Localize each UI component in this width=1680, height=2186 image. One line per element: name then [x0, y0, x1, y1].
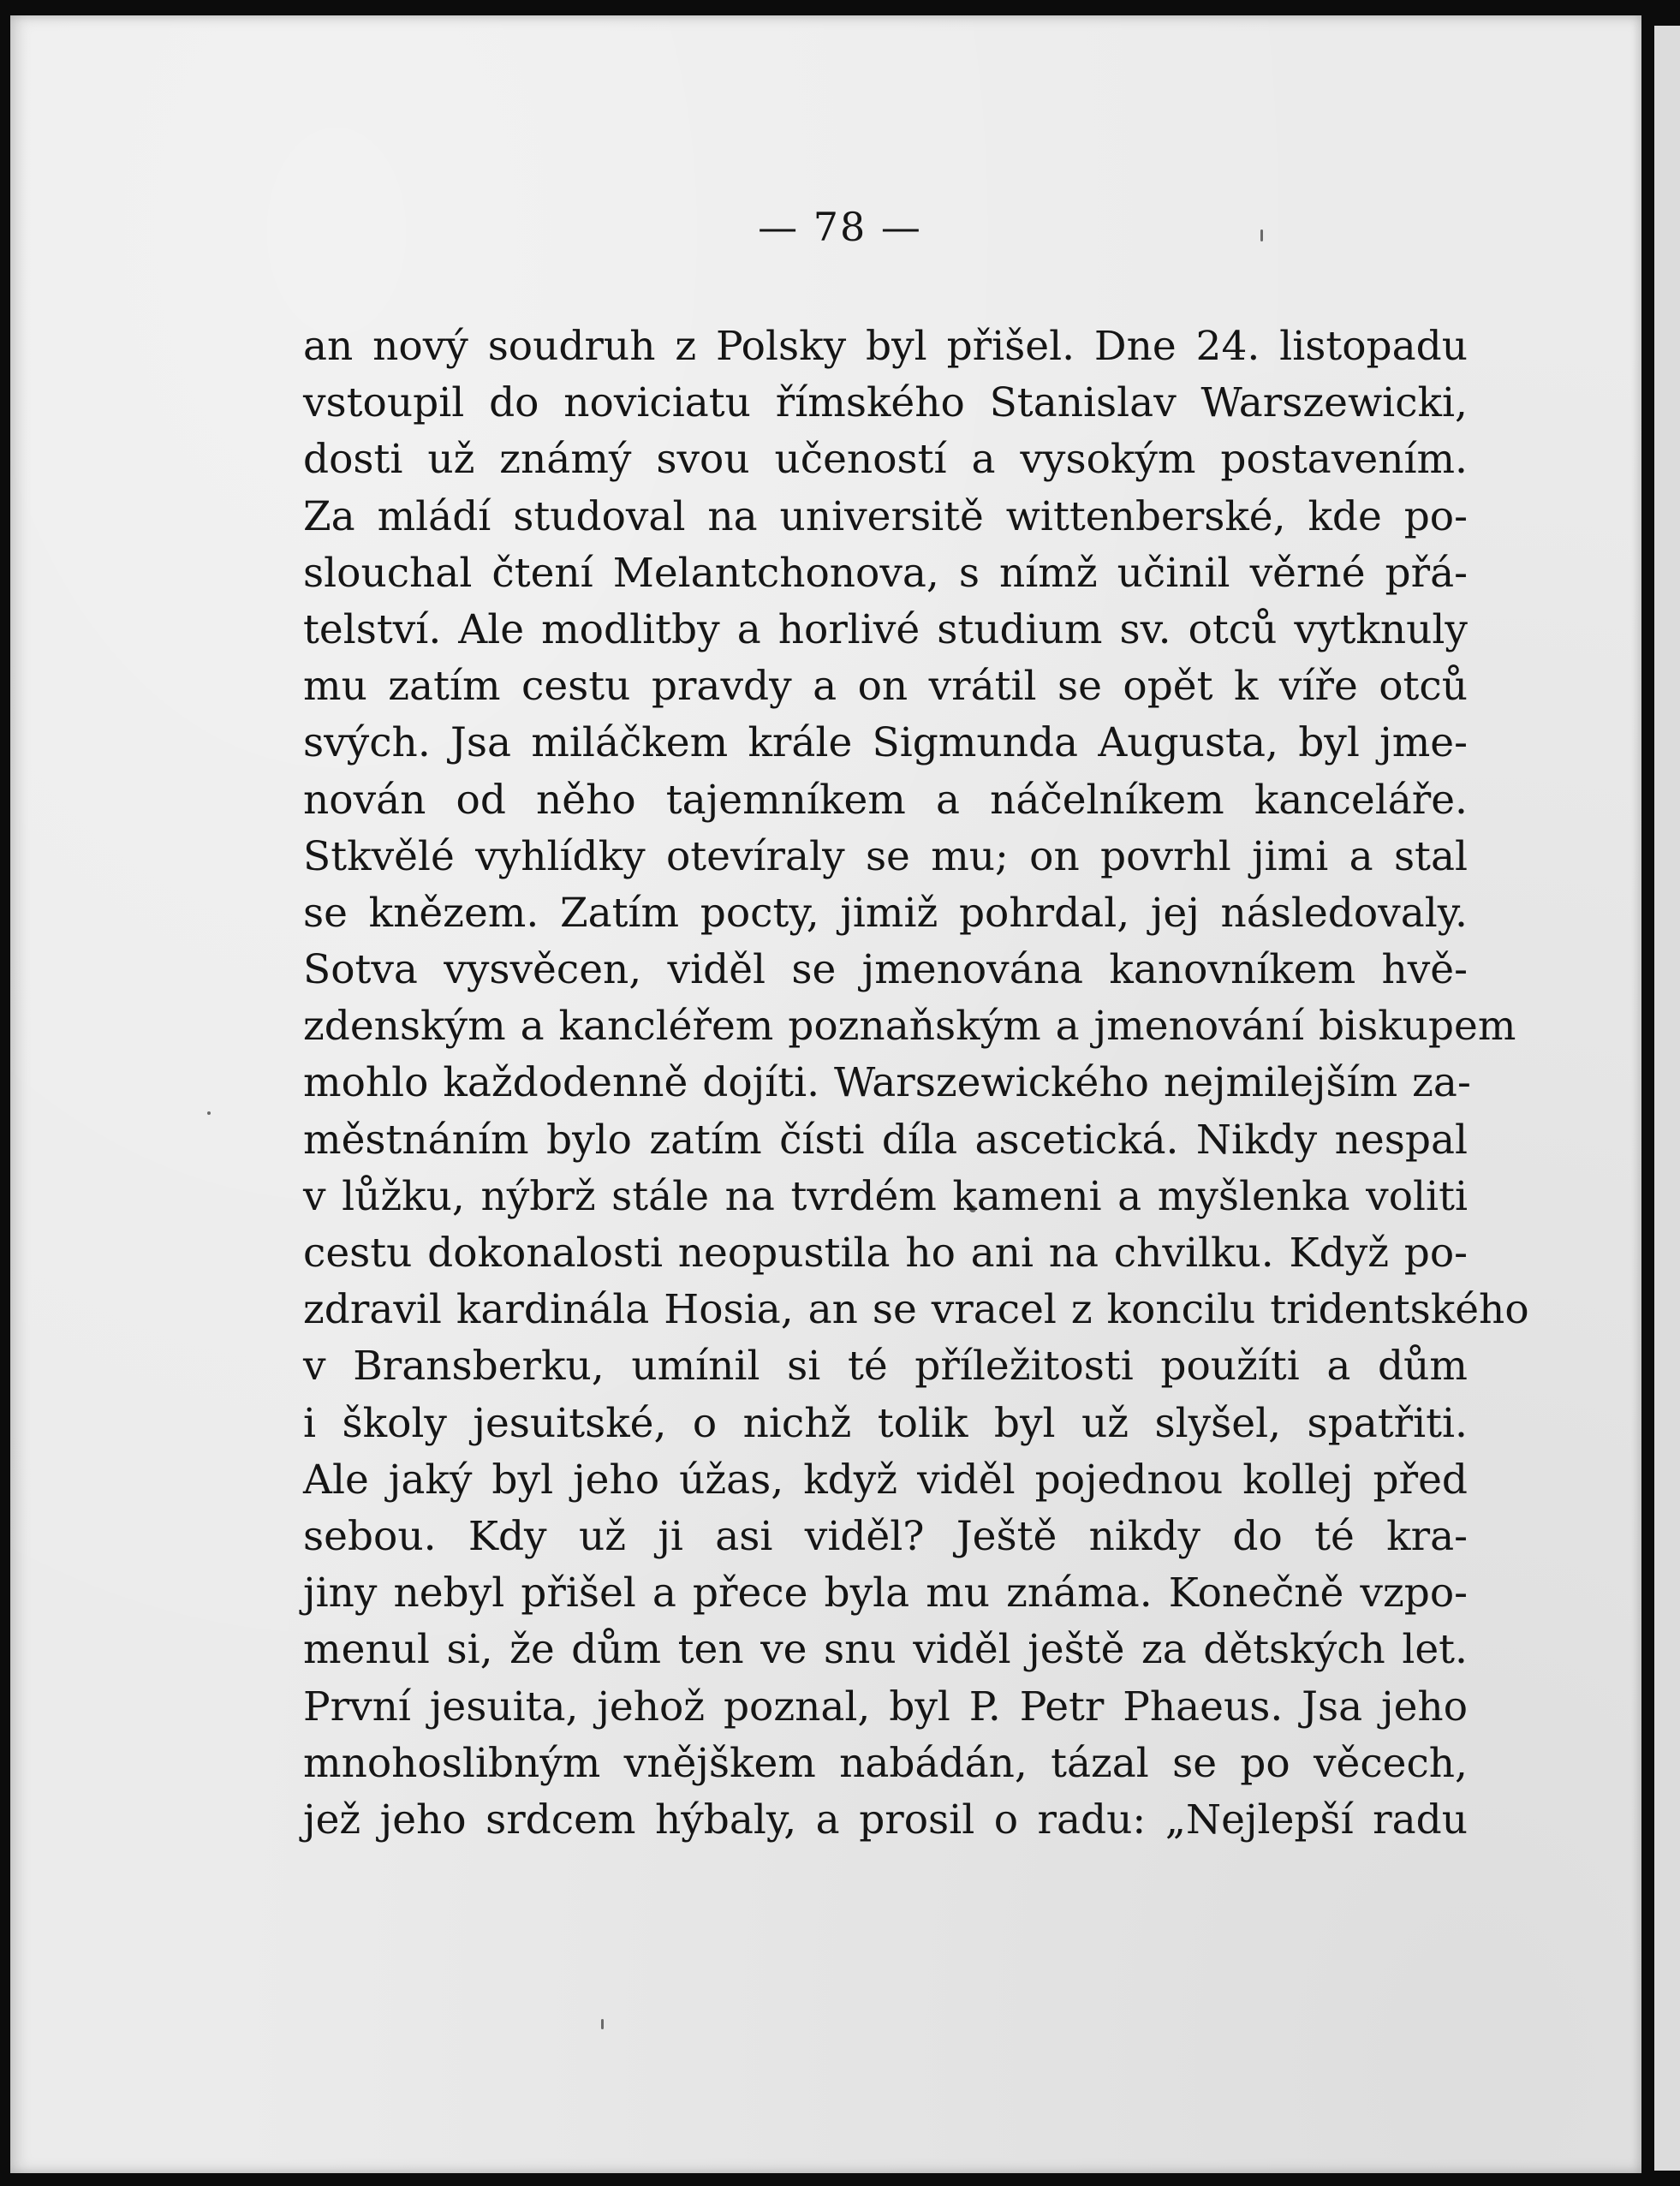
- text-line: Za mládí studoval na universitě wittenberské, kde po-: [303, 492, 1468, 540]
- text-line: cestu dokonalosti neopustila ho ani na chvilku. Když po-: [303, 1230, 1468, 1277]
- paper-speck: [601, 2019, 604, 2029]
- text-line: se knězem. Zatím pocty, jimiž pohrdal, jej následovaly.: [303, 889, 1468, 937]
- text-line: První jesuita, jehož poznal, byl P. Petr Phaeus. Jsa jeho: [303, 1683, 1468, 1730]
- text-line: mnohoslibným vnějškem nabádán, tázal se po věcech,: [303, 1739, 1468, 1787]
- text-line: svých. Jsa miláčkem krále Sigmunda Augusta, byl jme-: [303, 719, 1468, 767]
- text-line: mu zatím cestu pravdy a on vrátil se opět k víře otců: [303, 663, 1468, 711]
- text-line: v lůžku, nýbrž stále na tvrdém kameni a myšlenka voliti: [303, 1172, 1468, 1220]
- text-line: Ale jaký byl jeho úžas, když viděl pojednou kollej před: [303, 1456, 1468, 1504]
- text-line: jiny nebyl přišel a přece byla mu známa. Konečně vzpo-: [303, 1570, 1468, 1617]
- text-line: slouchal čtení Melantchonova, s nímž učinil věrné přá-: [303, 549, 1468, 597]
- text-line: mohlo každodenně dojíti. Warszewického nejmilejším za-: [303, 1059, 1471, 1107]
- text-line: vstoupil do noviciatu římského Stanislav Warszewicki,: [303, 379, 1468, 427]
- text-line: dosti už známý svou učeností a vysokým postavením.: [303, 436, 1468, 484]
- adjacent-page-edge: [1654, 26, 1680, 2171]
- page-number: — 78 —: [758, 204, 922, 250]
- text-line: zdravil kardinála Hosia, an se vracel z koncilu tridentského: [303, 1286, 1529, 1334]
- text-line: an nový soudruh z Polsky byl přišel. Dne 24. listopadu: [303, 323, 1468, 370]
- text-line: jež jeho srdcem hýbaly, a prosil o radu: „Nejlepší radu: [303, 1796, 1468, 1844]
- text-line: nován od něho tajemníkem a náčelníkem kanceláře.: [303, 776, 1468, 824]
- text-line: v Bransberku, umínil si té příležitosti použíti a dům: [303, 1343, 1468, 1391]
- text-line: telství. Ale modlitby a horlivé studium sv. otců vytknuly: [303, 605, 1468, 653]
- text-line: Stkvělé vyhlídky otevíraly se mu; on povrhl jimi a stal: [303, 832, 1468, 880]
- text-line: sebou. Kdy už ji asi viděl? Ještě nikdy do té kra-: [303, 1512, 1468, 1560]
- text-line: městnáním bylo zatím čísti díla ascetická. Nikdy nespal: [303, 1116, 1468, 1164]
- text-line: Sotva vysvěcen, viděl se jmenována kanovníkem hvě-: [303, 946, 1468, 994]
- text-line: zdenským a kancléřem poznaňským a jmenování biskupem: [303, 1003, 1516, 1051]
- text-line: menul si, že dům ten ve snu viděl ještě za dětských let.: [303, 1626, 1468, 1674]
- body-text: [303, 319, 1529, 1849]
- text-line: i školy jesuitské, o nichž tolik byl už slyšel, spatřiti.: [303, 1399, 1468, 1447]
- paper-speck: [207, 1111, 211, 1115]
